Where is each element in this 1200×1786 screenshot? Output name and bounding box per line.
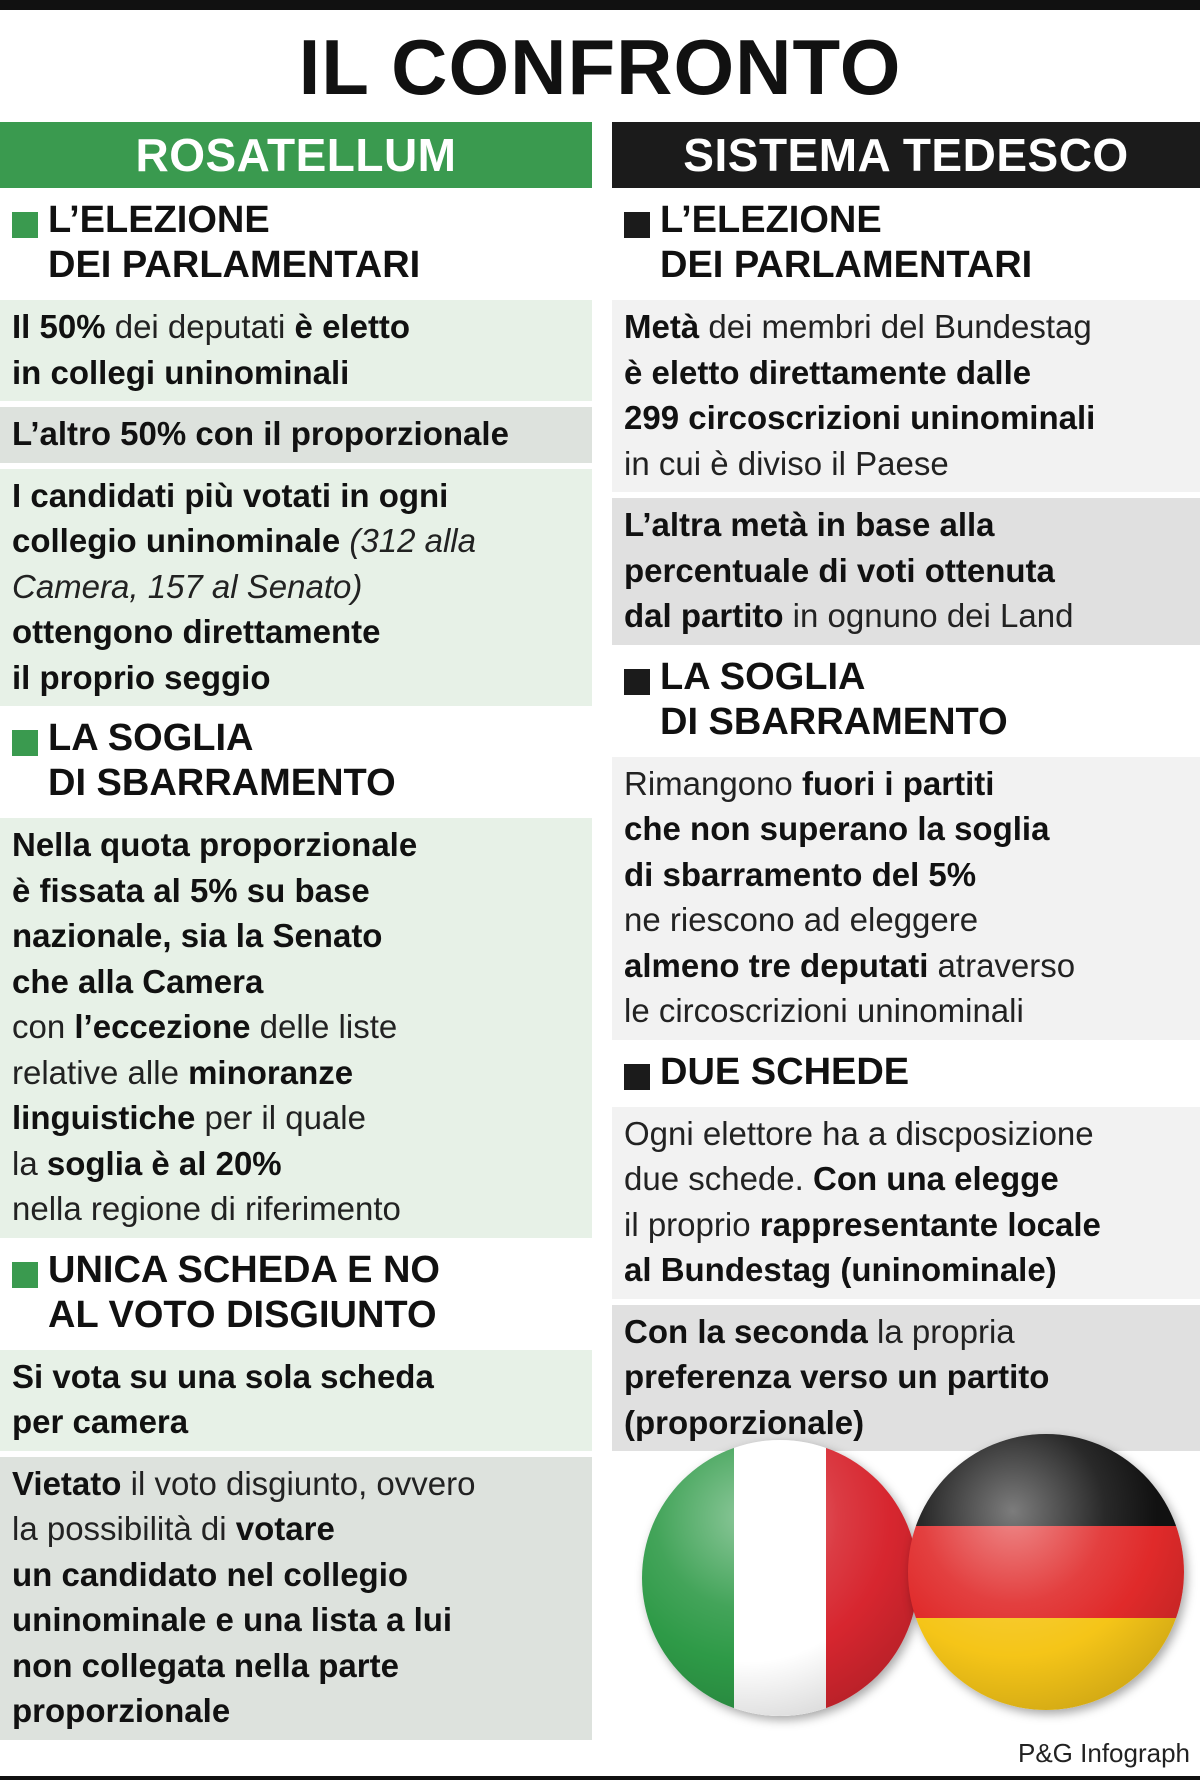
page-title: IL CONFRONTO [298, 23, 902, 111]
bold-text: L’altra metà in base alla [624, 506, 995, 543]
text-line [624, 502, 1190, 548]
bold-text: 299 circoscrizioni uninominali [624, 399, 1096, 436]
text-line [12, 1506, 582, 1552]
credit-line: P&G Infograph [1018, 1738, 1190, 1768]
germany-flag-icon [908, 1434, 1184, 1710]
bold-text: Si vota su una sola scheda [12, 1357, 434, 1395]
text-line [12, 1688, 582, 1734]
bold-text: il proprio seggio [12, 658, 271, 696]
section-heading-line: L’ELEZIONE [48, 199, 270, 241]
text-box [0, 300, 592, 401]
germany-flag-stripe-black [908, 1434, 1184, 1526]
text-line [12, 655, 582, 701]
plain-text: le circoscrizioni uninominali [624, 992, 1024, 1029]
section-heading-line: UNICA SCHEDA E NO [48, 1248, 440, 1291]
section-heading [0, 198, 592, 288]
text-line [624, 395, 1190, 441]
bold-text: Metà [624, 308, 700, 345]
text-line [624, 441, 1190, 487]
text-box [0, 1350, 592, 1451]
text-line [12, 1552, 582, 1598]
flags-illustration [642, 1434, 1182, 1716]
text-line [624, 806, 1190, 852]
top-rule [0, 0, 1200, 10]
bold-text: ottengono direttamente [12, 613, 381, 650]
bold-text: al Bundestag (uninominale) [624, 1251, 1057, 1288]
italic-text: Camera, 157 al Senato) [12, 567, 363, 605]
bold-text: è eletto direttamente dalle [624, 353, 1032, 391]
text-line [12, 1186, 582, 1232]
italy-flag-icon [642, 1440, 918, 1716]
text-line [12, 1004, 582, 1050]
section-heading [0, 716, 592, 806]
text-line [624, 761, 1190, 807]
plain-text: nella regione di riferimento [12, 1190, 401, 1227]
italy-flag-stripe-green [642, 1440, 734, 1716]
text-box [612, 1305, 1200, 1452]
text-line [624, 1354, 1190, 1400]
text-line [12, 1354, 582, 1400]
bold-text: (proporzionale) [624, 1403, 865, 1441]
plain-text: Ogni elettore ha a discposizione [624, 1114, 1094, 1152]
bold-text: Vietato [12, 1464, 122, 1502]
text-box [612, 498, 1200, 645]
section-heading [612, 1050, 1200, 1095]
plain-text: relative alle [12, 1053, 189, 1091]
text-line [624, 988, 1190, 1034]
text-line [12, 959, 582, 1005]
plain-text: Rimangono [624, 764, 802, 802]
german-system-column [612, 122, 1200, 1457]
section-heading-line: LA SOGLIA [48, 717, 254, 759]
text-box [612, 757, 1200, 1040]
text-box [0, 469, 592, 707]
bold-text: soglia è al 20% [46, 1144, 282, 1182]
plain-text: atraverso [928, 946, 1076, 984]
bold-text: proporzionale [12, 1692, 231, 1729]
bold-text: Il 50% [12, 308, 106, 345]
section-heading-line: L’ELEZIONE [660, 199, 882, 241]
bold-text: Con la seconda [624, 1312, 868, 1350]
text-line [12, 822, 582, 868]
text-box [0, 407, 592, 463]
bullet-square-icon [624, 669, 650, 695]
bold-text: collegio uninominale [12, 522, 341, 559]
bold-text: Nella quota proporzionale [12, 826, 418, 863]
section-heading-line: AL VOTO DISGIUNTO [48, 1293, 437, 1336]
text-line [624, 548, 1190, 594]
section-heading-line: DI SBARRAMENTO [48, 762, 396, 804]
bold-text: un candidato nel collegio [12, 1555, 409, 1593]
bullet-square-icon [624, 212, 650, 238]
bold-text: che alla Camera [12, 962, 264, 1000]
plain-text: ne riescono ad eleggere [624, 901, 979, 938]
plain-text: la possibilità di [12, 1510, 236, 1547]
bullet-square-icon [624, 1064, 650, 1090]
bullet-square-icon [12, 1262, 38, 1288]
section-heading-line: DI SBARRAMENTO [660, 700, 1008, 743]
text-line [12, 1399, 582, 1445]
text-line [12, 1050, 582, 1096]
bold-text: I candidati più votati in ogni [12, 476, 449, 514]
bold-text: è eletto [294, 308, 411, 345]
bold-text: percentuale di voti ottenuta [624, 551, 1055, 589]
plain-text: la propria [867, 1312, 1015, 1350]
plain-text: la [12, 1144, 47, 1182]
plain-text: il voto disgiunto, ovvero [121, 1464, 476, 1502]
text-line [624, 943, 1190, 989]
text-line [12, 350, 582, 396]
text-line [624, 852, 1190, 898]
text-line [12, 1597, 582, 1643]
text-line [12, 473, 582, 519]
bold-text: non collegata nella parte [12, 1646, 399, 1684]
plain-text: delle liste [250, 1008, 398, 1045]
bold-text: l’eccezione [74, 1008, 251, 1045]
bold-text: linguistiche [12, 1099, 196, 1136]
text-line [624, 304, 1190, 350]
bold-text: L’altro 50% con il proporzionale [12, 415, 509, 452]
text-line [624, 1247, 1190, 1293]
text-line [12, 518, 582, 564]
plain-text: in cui è diviso il Paese [624, 444, 949, 482]
german-system-sections [612, 198, 1200, 1451]
text-line [624, 1202, 1190, 1248]
bold-text: Con una elegge [812, 1160, 1059, 1197]
germany-flag-stripe-gold [908, 1618, 1184, 1710]
text-box [0, 1457, 592, 1740]
bullet-square-icon [12, 730, 38, 756]
bottom-rule [0, 1776, 1200, 1780]
plain-text: in ognuno dei Land [783, 597, 1074, 634]
text-box [612, 300, 1200, 492]
text-line [12, 609, 582, 655]
text-line [12, 411, 582, 457]
rosatellum-column [0, 122, 592, 1746]
text-line [12, 564, 582, 610]
section-heading [0, 1248, 592, 1338]
text-line [624, 1309, 1190, 1355]
text-line [624, 1111, 1190, 1157]
text-line [12, 1095, 582, 1141]
plain-text: per il quale [195, 1099, 366, 1136]
bold-text: è fissata al 5% su base [12, 871, 370, 909]
bold-text: fuori i partiti [801, 764, 995, 802]
bold-text: rappresentante locale [759, 1205, 1101, 1243]
bullet-square-icon [12, 212, 38, 238]
plain-text: con [12, 1008, 75, 1045]
section-heading-line: DEI PARLAMENTARI [660, 244, 1033, 286]
text-line [12, 1643, 582, 1689]
plain-text: dei membri del Bundestag [699, 308, 1092, 345]
bold-text: almeno tre deputati [624, 946, 929, 984]
section-heading-line: DUE SCHEDE [660, 1050, 910, 1093]
column-header-rosatellum: ROSATELLUM [0, 122, 592, 188]
germany-flag-stripe-red [908, 1526, 1184, 1618]
section-heading [612, 655, 1200, 745]
text-line [12, 913, 582, 959]
rosatellum-sections [0, 198, 592, 1740]
bold-text: in collegi uninominali [12, 353, 350, 391]
text-line [12, 868, 582, 914]
bold-text: di sbarramento del 5% [624, 855, 977, 893]
bold-text: dal partito [624, 597, 784, 634]
column-header-sistema-tedesco: SISTEMA TEDESCO [612, 122, 1200, 188]
text-box [612, 1107, 1200, 1299]
section-heading-line: DEI PARLAMENTARI [48, 244, 421, 286]
text-line [624, 897, 1190, 943]
bold-text: nazionale, sia la Senato [12, 917, 383, 954]
bold-text: uninominale e una lista a lui [12, 1601, 453, 1638]
text-box [0, 818, 592, 1238]
italic-text: (312 alla [340, 522, 476, 559]
section-heading-line: LA SOGLIA [660, 655, 866, 698]
text-line [624, 350, 1190, 396]
bold-text: minoranze [188, 1053, 354, 1091]
bold-text: che non superano la soglia [624, 810, 1050, 847]
bold-text: votare [235, 1510, 335, 1547]
italy-flag-stripe-red [826, 1440, 918, 1716]
bold-text: preferenza verso un partito [624, 1358, 1050, 1395]
bold-text: per camera [12, 1403, 189, 1440]
text-line [624, 593, 1190, 639]
text-line [12, 1461, 582, 1507]
plain-text: due schede. [624, 1160, 813, 1197]
plain-text: dei deputati [105, 308, 295, 345]
text-line [12, 304, 582, 350]
italy-flag-stripe-white [734, 1440, 826, 1716]
text-line [624, 1156, 1190, 1202]
text-line [12, 1141, 582, 1187]
plain-text: il proprio [624, 1205, 760, 1243]
section-heading [612, 198, 1200, 288]
